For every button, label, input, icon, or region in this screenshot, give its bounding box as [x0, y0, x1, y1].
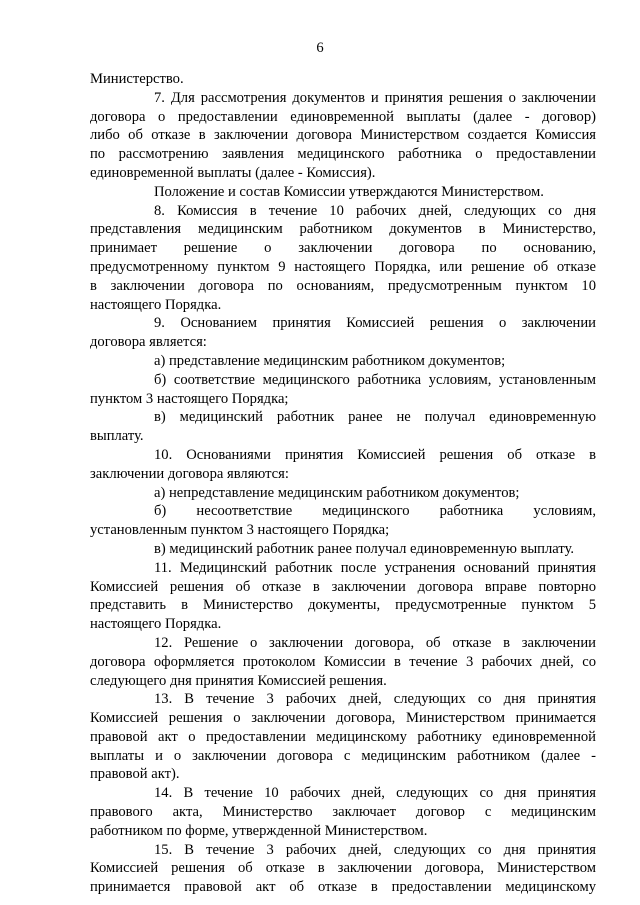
text-line: 11. Медицинский работник после устранения оснований принятия: [154, 559, 596, 576]
text-line: 8. Комиссия в течение 10 рабочих дней, следующих со дня: [154, 202, 596, 219]
text-line: правового акта, Министерство заключает договор с медицинским: [90, 804, 596, 821]
text-line: единовременной выплаты (далее - Комиссия).: [90, 164, 376, 181]
text-line: установленным пунктом 3 настоящего Порядка;: [90, 522, 390, 539]
text-line: в) медицинский работник ранее не получал единовременную: [154, 409, 596, 426]
text-line: Комиссией решения об отказе в заключении договора, Министерством: [90, 860, 596, 877]
text-line: предусмотренному пунктом 9 настоящего Порядка, или решение об отказе: [90, 258, 596, 275]
text-line: Министерство.: [90, 71, 184, 87]
text-line: заключении договора являются:: [90, 465, 289, 482]
text-line: работником по форме, утвержденной Министерством.: [90, 822, 428, 839]
text-line: либо об отказе в заключении договора Министерством создается Комиссия: [90, 127, 596, 144]
text-line: представить в Министерство документы, предусмотренные пунктом 5: [90, 597, 596, 614]
text-line: выплаты и о заключении договора с медицинским работником (далее -: [90, 747, 596, 764]
text-line: принимается правовой акт об отказе в предоставлении медицинскому: [90, 879, 596, 896]
text-line: а) представление медицинским работником документов;: [154, 352, 506, 369]
text-line: правовой акт).: [90, 766, 180, 783]
text-line: Комиссией решения об отказе в заключении договора вправе повторно: [90, 578, 596, 595]
text-line: настоящего Порядка.: [90, 296, 222, 313]
text-line: в) медицинский работник ранее получал единовременную выплату.: [154, 540, 575, 557]
text-line: договора о предоставлении единовременной выплаты (далее - договор): [90, 108, 596, 125]
page-number: 6: [316, 40, 324, 56]
text-line: принимает решение о заключении договора по основанию,: [90, 240, 596, 257]
text-line: в заключении договора по основаниям, предусмотренным пунктом 10: [90, 277, 596, 294]
text-line: б) несоответствие медицинского работника условиям,: [154, 503, 596, 520]
text-line: б) соответствие медицинского работника условиям, установленным: [154, 371, 596, 388]
text-line: 9. Основанием принятия Комиссией решения о заключении: [154, 315, 596, 332]
text-line: 13. В течение 3 рабочих дней, следующих со дня принятия: [154, 691, 596, 708]
text-line: Комиссией решения о заключении договора, Министерством принимается: [90, 710, 596, 727]
text-line: по рассмотрению заявления медицинского работника о предоставлении: [90, 146, 596, 163]
text-line: следующего дня принятия Комиссией решения.: [90, 672, 387, 689]
text-line: правовой акт о предоставлении медицинскому работнику единовременной: [90, 728, 596, 745]
text-line: выплату.: [90, 428, 144, 445]
text-line: а) непредставление медицинским работником документов;: [154, 484, 520, 501]
text-line: пунктом 3 настоящего Порядка;: [90, 390, 289, 407]
text-line: 15. В течение 3 рабочих дней, следующих со дня принятия: [154, 841, 596, 858]
text-line: 12. Решение о заключении договора, об отказе в заключении: [154, 634, 596, 651]
text-line: договора является:: [90, 334, 207, 351]
document-body: [90, 70, 596, 897]
text-line: 7. Для рассмотрения документов и принятия решения о заключении: [154, 89, 596, 106]
text-line: Положение и состав Комиссии утверждаются Министерством.: [154, 183, 544, 200]
text-line: представления медицинским работником документов в Министерство,: [90, 221, 596, 238]
text-line: договора оформляется протоколом Комиссии в течение 3 рабочих дней, со: [90, 653, 596, 670]
text-line: 14. В течение 10 рабочих дней, следующих со дня принятия: [154, 785, 596, 802]
text-line: 10. Основаниями принятия Комиссией решения об отказе в: [154, 446, 596, 463]
text-line: настоящего Порядка.: [90, 616, 222, 633]
